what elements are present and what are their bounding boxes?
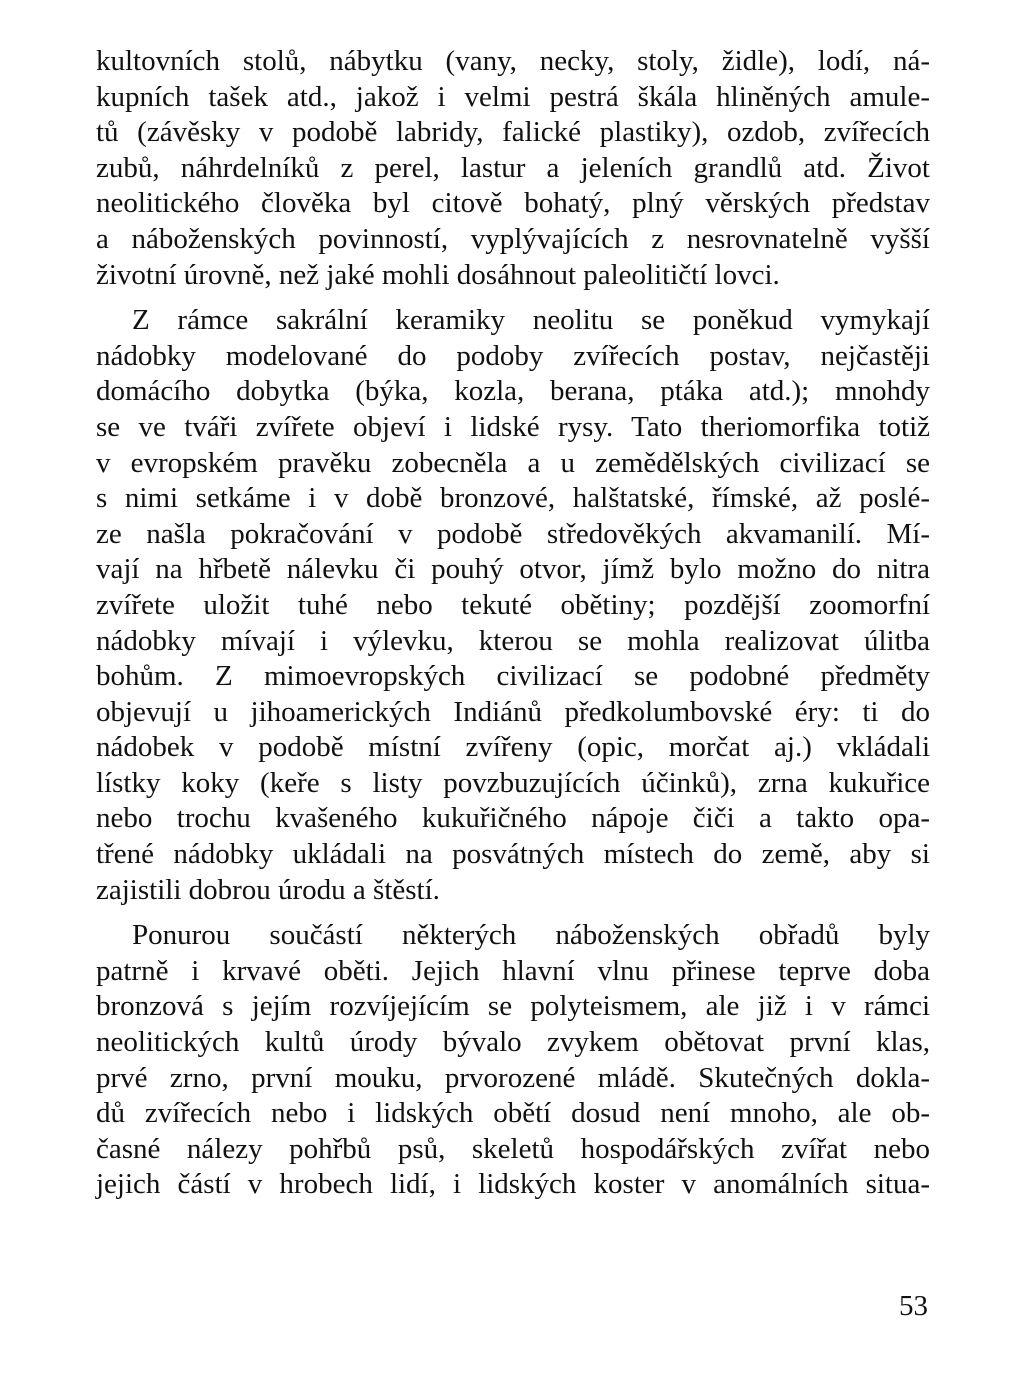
text-line: kultovních stolů, nábytku (vany, necky, stoly, židle), lodí, ná- <box>96 45 930 77</box>
text-line: ze našla pokračování v podobě středověkých akvamanilí. Mí- <box>96 517 930 550</box>
text-line: nádobek v podobě místní zvířeny (opic, morčat aj.) vkládali <box>96 731 930 764</box>
text-line: vají na hřbetě nálevku či pouhý otvor, jímž bylo možno do nitra <box>96 553 930 586</box>
text-line: dů zvířecích nebo i lidských obětí dosud není mnoho, ale ob- <box>96 1097 930 1130</box>
text-line: jejich částí v hrobech lidí, i lidských koster v anomálních situa- <box>96 1168 930 1201</box>
text-line: tů (závěsky v podobě labridy, falické plastiky), ozdob, zvířecích <box>96 116 930 149</box>
text-line: lístky koky (keře s listy povzbuzujících účinků), zrna kukuřice <box>96 766 930 799</box>
text-line: s nimi setkáme i v době bronzové, halštatské, římské, až poslé- <box>96 482 930 515</box>
text-line: v evropském pravěku zobecněla a u zemědělských civilizací se <box>96 446 930 479</box>
text-line: domácího dobytka (býka, kozla, berana, ptáka atd.); mnohdy <box>96 375 930 408</box>
text-line: nebo trochu kvašeného kukuřičného nápoje čiči a takto opa- <box>96 802 930 835</box>
text-line: objevují u jihoamerických Indiánů předkolumbovské éry: ti do <box>96 695 930 728</box>
text-line: a náboženských povinností, vyplývajících z nesrovnatelně vyšší <box>96 222 930 255</box>
text-line: nádobky mívají i výlevku, kterou se mohla realizovat úlitba <box>96 624 930 657</box>
text-line: třené nádobky ukládali na posvátných místech do země, aby si <box>96 838 930 871</box>
body-text <box>96 44 930 1203</box>
text-line: se ve tváři zvířete objeví i lidské rysy. Tato theriomorfika totiž <box>96 410 930 443</box>
text-line: bronzová s jejím rozvíjejícím se polyteismem, ale již i v rámci <box>96 990 930 1023</box>
page-number: 53 <box>899 1290 928 1322</box>
paragraph-first-line: Ponurou součástí některých náboženských obřadů byly <box>132 919 930 952</box>
paragraph-first-line: Z rámce sakrální keramiky neolitu se poněkud vymykají <box>132 304 930 337</box>
text-line: patrně i krvavé oběti. Jejich hlavní vlnu přinese teprve doba <box>96 954 930 987</box>
text-line: zajistili dobrou úrodu a štěstí. <box>96 873 440 906</box>
text-line: bohům. Z mimoevropských civilizací se podobné předměty <box>96 660 930 693</box>
text-line: zubů, náhrdelníků z perel, lastur a jeleních grandlů atd. Život <box>96 151 930 184</box>
text-line: zvířete uložit tuhé nebo tekuté obětiny; pozdější zoomorfní <box>96 588 930 621</box>
text-line: životní úrovně, než jaké mohli dosáhnout paleolitičtí lovci. <box>96 258 780 291</box>
text-line: kupních tašek atd., jakož i velmi pestrá škála hliněných amule- <box>96 80 930 113</box>
text-line: neolitického člověka byl citově bohatý, plný věrských představ <box>96 187 930 220</box>
text-line: prvé zrno, první mouku, prvorozené mládě. Skutečných dokla- <box>96 1061 930 1094</box>
text-line: neolitických kultů úrody bývalo zvykem obětovat první klas, <box>96 1026 930 1059</box>
text-line: časné nálezy pohřbů psů, skeletů hospodářských zvířat nebo <box>96 1132 930 1165</box>
text-line: nádobky modelované do podoby zvířecích postav, nejčastěji <box>96 339 930 372</box>
